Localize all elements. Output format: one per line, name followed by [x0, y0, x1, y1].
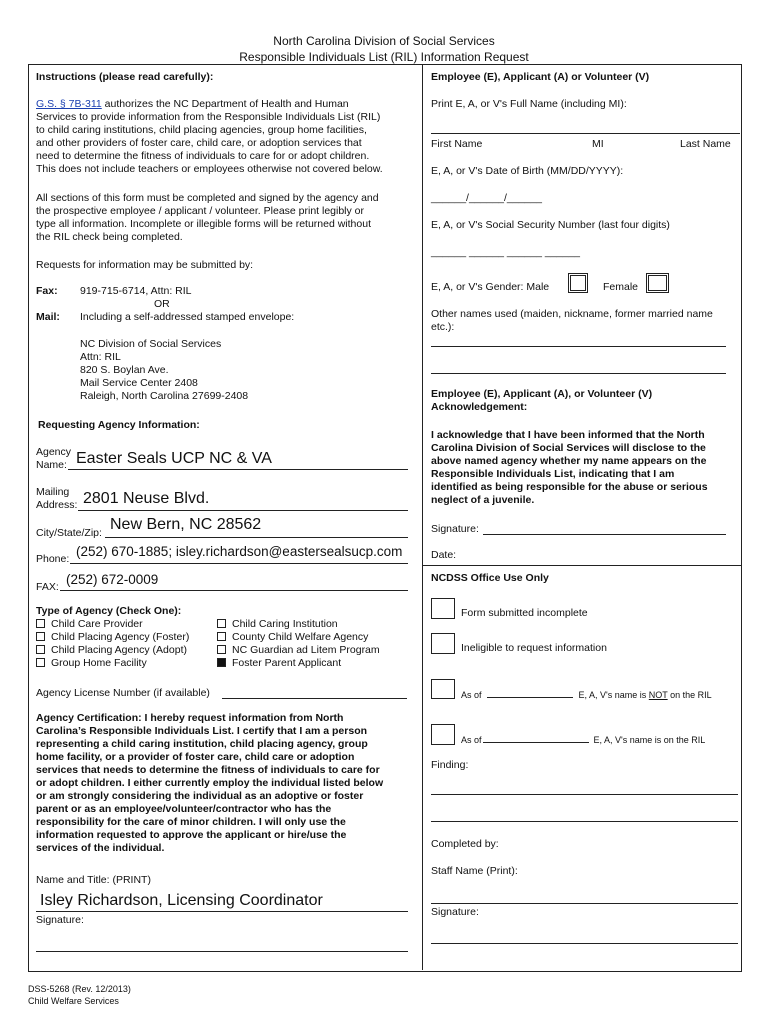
- acknowledgement-text: I acknowledge that I have been informed that the North Carolina Division of Social Services will disclose to the above named agency whether my name appears on the Responsible Individuals List, indicating that I am identified as being responsible for the abuse or serious neglect of a juvenile.: [431, 429, 708, 506]
- finding-line-2[interactable]: [431, 821, 738, 822]
- staff-name-label: Staff Name (Print):: [431, 865, 518, 877]
- statute-link[interactable]: G.S. § 7B-311: [36, 98, 102, 110]
- female-checkbox[interactable]: [646, 273, 669, 293]
- mail-label: Mail:: [36, 311, 60, 323]
- not-on-ril-label: As of E, A, V's name is NOT on the RIL: [461, 690, 712, 700]
- agency-type-option[interactable]: Child Caring Institution: [217, 618, 380, 631]
- agency-signature-line[interactable]: [36, 951, 408, 952]
- acknowledgement-title: Employee (E), Applicant (A), or Volunteer (V) Acknowledgement:: [431, 388, 653, 413]
- fax-field-line: [60, 590, 408, 591]
- agency-type-option[interactable]: County Child Welfare Agency: [217, 631, 380, 644]
- agency-type-option[interactable]: Child Care Provider: [36, 618, 189, 631]
- agency-type-col2: [217, 618, 380, 670]
- male-checkbox[interactable]: [568, 273, 588, 293]
- mailing-address-value[interactable]: 2801 Neuse Blvd.: [83, 490, 210, 507]
- checkbox-icon[interactable]: [36, 632, 45, 641]
- license-number-label: Agency License Number (if available): [36, 687, 210, 699]
- office-use-title: NCDSS Office Use Only: [431, 572, 549, 584]
- city-state-zip-label: City/State/Zip:: [36, 527, 102, 539]
- fax-label: Fax:: [36, 285, 58, 297]
- license-number-line[interactable]: [222, 698, 407, 699]
- city-state-zip-line: [105, 537, 408, 538]
- form-subtitle: Responsible Individuals List (RIL) Information Request: [239, 50, 529, 64]
- column-divider: [422, 64, 423, 970]
- checkbox-icon[interactable]: [217, 645, 226, 654]
- incomplete-label: Form submitted incomplete: [461, 607, 588, 619]
- agency-certification: Agency Certification: I hereby request information from North Carolina’s Responsible Individuals List. I certify that I am a person representing a child caring institution, child placing agency, group home facility, or a provider of foster care, child care or adoption services that needs to determine the fitness of individuals to care for or adopt children. I either currently employ the individual listed below or am strongly considering the individual as an adoptive or foster parent or as an employee/volunteer/contractor who has the responsibility for the care of minor children. I will only use the information requested to approve the applicant or hire/use the services of the individual.: [36, 712, 384, 854]
- ineligible-checkbox[interactable]: [431, 633, 455, 654]
- dob-label: E, A, or V's Date of Birth (MM/DD/YYYY):: [431, 165, 624, 177]
- first-name-caption: First Name: [431, 138, 483, 150]
- checkbox-icon[interactable]: [36, 658, 45, 667]
- checked-checkbox-icon[interactable]: [217, 658, 226, 667]
- female-label: Female: [603, 281, 639, 293]
- agency-name-value[interactable]: Easter Seals UCP NC & VA: [76, 450, 272, 467]
- on-ril-label: As of E, A, V's name is on the RIL: [461, 735, 706, 745]
- mi-caption: MI: [592, 138, 604, 150]
- other-names-label: Other names used (maiden, nickname, former married name etc.):: [431, 308, 713, 333]
- requesting-agency-title: Requesting Agency Information:: [38, 419, 200, 431]
- date-label: Date:: [431, 549, 457, 561]
- agency-type-col1: [36, 618, 189, 670]
- other-names-line-2[interactable]: [431, 373, 726, 374]
- agency-name-label: Agency Name:: [36, 446, 72, 471]
- not-on-ril-date-line[interactable]: [487, 697, 573, 698]
- or-text: OR: [154, 298, 170, 310]
- name-title-line: [36, 911, 408, 912]
- dob-field[interactable]: ______/______/______: [431, 192, 542, 204]
- instructions-para2: All sections of this form must be completed and signed by the agency and the prospective employee / applicant / volunteer. Please print legibly or type all information. Incomplete or illegible forms will be returned without the RIL check being completed.: [36, 192, 379, 243]
- mailing-address: NC Division of Social Services Attn: RIL 820 S. Boylan Ave. Mail Service Center 2408 Raleigh, North Carolina 27699-2408: [80, 338, 249, 402]
- department-name: Child Welfare Services: [28, 996, 119, 1006]
- name-title-value[interactable]: Isley Richardson, Licensing Coordinator: [40, 892, 323, 909]
- agency-type-option-checked[interactable]: Foster Parent Applicant: [217, 657, 380, 670]
- checkbox-icon[interactable]: [36, 645, 45, 654]
- form-title: North Carolina Division of Social Services: [273, 34, 495, 48]
- last-name-caption: Last Name: [680, 138, 731, 150]
- phone-label: Phone:: [36, 553, 70, 565]
- instructions-title: Instructions (please read carefully):: [36, 71, 214, 83]
- agency-type-title: Type of Agency (Check One):: [36, 605, 182, 617]
- agency-type-option[interactable]: Child Placing Agency (Adopt): [36, 644, 189, 657]
- staff-signature-label: Signature:: [431, 906, 479, 918]
- full-name-line[interactable]: [431, 133, 740, 134]
- form-footer: [28, 983, 131, 1007]
- city-state-zip-value[interactable]: New Bern, NC 28562: [110, 516, 262, 533]
- ineligible-label: Ineligible to request information: [461, 642, 607, 654]
- finding-label: Finding:: [431, 759, 469, 771]
- completed-by-label: Completed by:: [431, 838, 499, 850]
- mailing-address-line: [78, 510, 408, 511]
- gender-label: E, A, or V's Gender: Male: [431, 281, 550, 293]
- agency-type-option[interactable]: NC Guardian ad Litem Program: [217, 644, 380, 657]
- ssn-field[interactable]: ______ ______ ______ ______: [431, 246, 580, 258]
- not-on-ril-checkbox[interactable]: [431, 679, 455, 699]
- right-section-divider: [422, 565, 741, 566]
- agency-signature-label: Signature:: [36, 914, 84, 926]
- name-title-label: Name and Title: (PRINT): [36, 874, 151, 886]
- phone-value[interactable]: (252) 670-1885; isley.richardson@eastersealsucp.com: [76, 544, 403, 559]
- fax-field-value[interactable]: (252) 672-0009: [66, 572, 159, 587]
- fax-field-label: FAX:: [36, 581, 59, 593]
- agency-type-option[interactable]: Group Home Facility: [36, 657, 189, 670]
- agency-name-line: [68, 469, 408, 470]
- full-name-label: Print E, A, or V's Full Name (including MI):: [431, 98, 627, 110]
- on-ril-checkbox[interactable]: [431, 724, 455, 745]
- mail-instructions: Including a self-addressed stamped envelope:: [80, 311, 295, 323]
- checkbox-icon[interactable]: [217, 619, 226, 628]
- on-ril-date-line[interactable]: [483, 742, 589, 743]
- checkbox-icon[interactable]: [217, 632, 226, 641]
- ssn-label: E, A, or V's Social Security Number (last four digits): [431, 219, 670, 231]
- phone-line: [70, 563, 408, 564]
- form-number: DSS-5268 (Rev. 12/2013): [28, 984, 131, 994]
- staff-signature-line[interactable]: [431, 943, 738, 944]
- finding-line-1[interactable]: [431, 794, 738, 795]
- evav-signature-label: Signature:: [431, 523, 479, 535]
- fax-number: 919-715-6714, Attn: RIL: [80, 285, 192, 297]
- incomplete-checkbox[interactable]: [431, 598, 455, 619]
- agency-type-option[interactable]: Child Placing Agency (Foster): [36, 631, 189, 644]
- checkbox-icon[interactable]: [36, 619, 45, 628]
- mailing-address-label: Mailing Address:: [36, 486, 78, 511]
- other-names-line-1[interactable]: [431, 346, 726, 347]
- evav-title: Employee (E), Applicant (A) or Volunteer (V): [431, 71, 650, 83]
- evav-signature-line[interactable]: [483, 534, 726, 535]
- submit-intro: Requests for information may be submitted by:: [36, 259, 254, 271]
- staff-name-line[interactable]: [431, 903, 738, 904]
- instructions-para1: G.S. § 7B-311 authorizes the NC Department of Health and Human Services to provide information from the Responsible Individuals List (RIL) to child caring institutions, child placing agencies, group home facilities, and other providers of foster care, child care, or adoption services that need to determine the fitness of individuals to care for or adopt children. This does not include teachers or employees otherwise not covered below.: [36, 98, 383, 175]
